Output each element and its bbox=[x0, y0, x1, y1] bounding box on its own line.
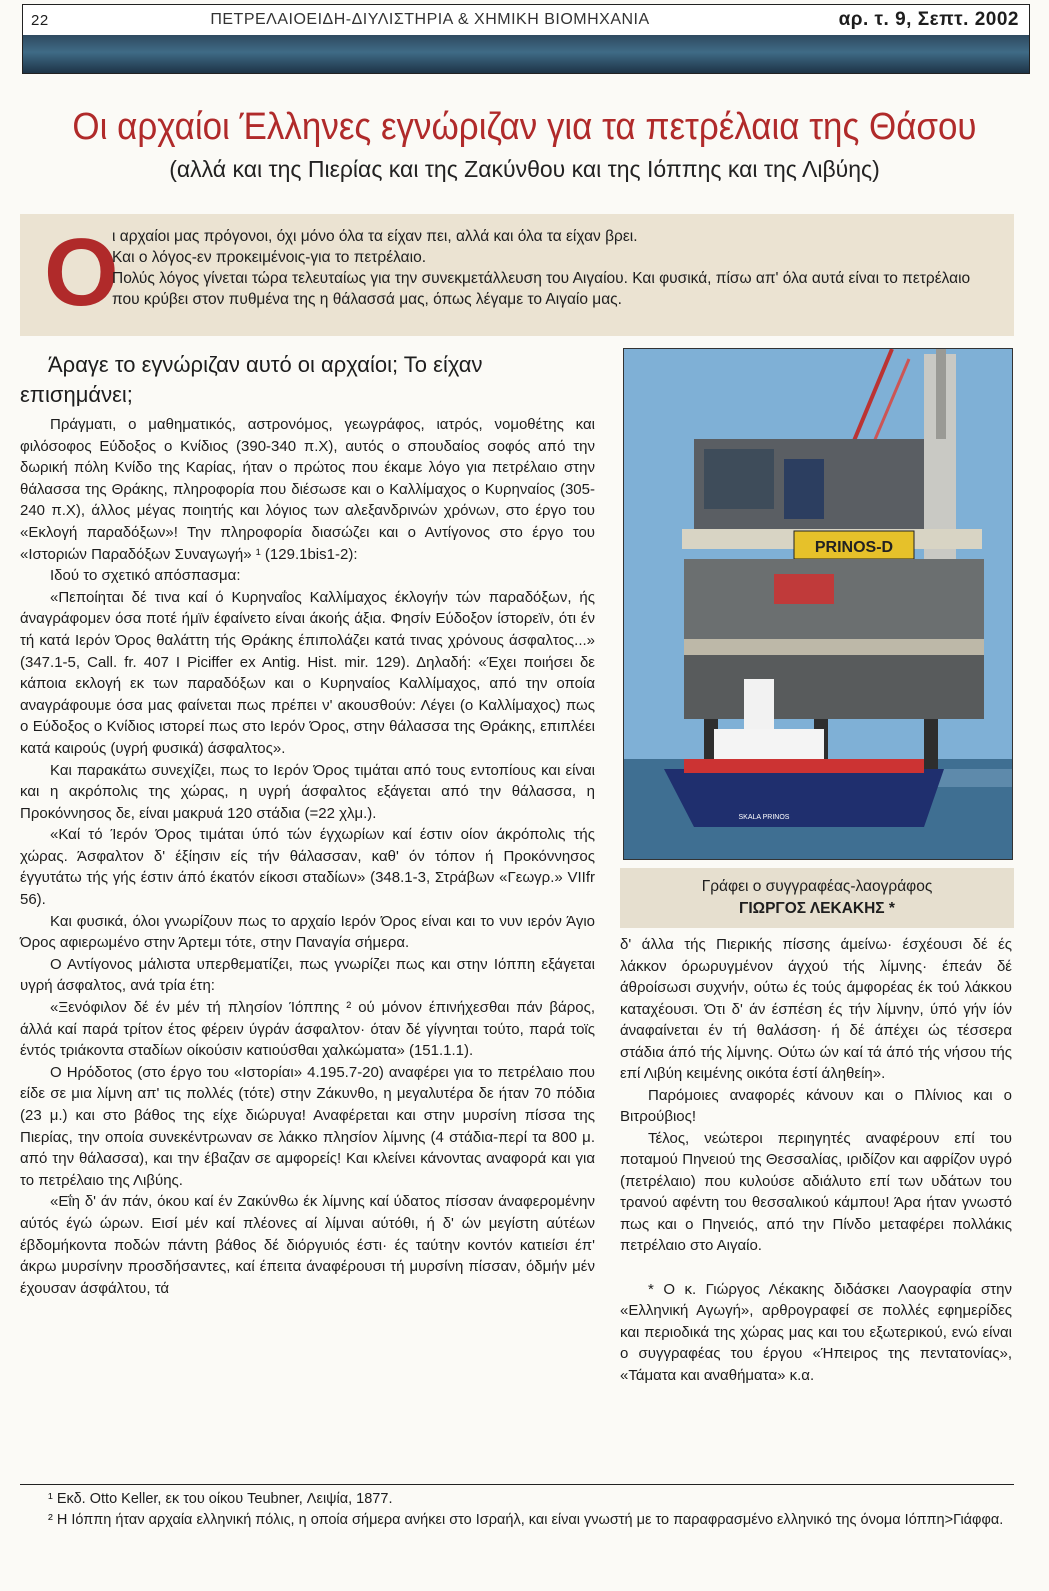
column-right bbox=[620, 934, 1012, 1386]
footnotes bbox=[20, 1484, 1014, 1531]
paragraph: Ο Αντίγονος μάλιστα υπερθεματίζει, πως γνωρίζει πως και στην Ιόππη εξάγεται υγρή άσφαλτος, ανά τρία έτη: bbox=[20, 955, 595, 995]
issue-label: αρ. τ. 9, Σεπτ. 2002 bbox=[838, 9, 1019, 30]
intro-line: Και ο λόγος-εν προκειμένοις-για το πετρέλαιο. bbox=[112, 249, 427, 266]
intro-line: Πολύς λόγος γίνεται τώρα τελευταίως για την συνεκμετάλλευση του Αιγαίου. Και φυσικά, πίσω απ' όλα αυτά είναι το πετρέλαιο που κρύβει στον πυθμένα της η θάλασσά μας, όπως λέγαμε το Αιγαίο μας. bbox=[112, 270, 971, 308]
paragraph: Παρόμοιες αναφορές κάνουν και ο Πλίνιος και ο Βιτρούβιος! bbox=[620, 1086, 1012, 1125]
quote-paragraph: «Εΐη δ' άν πάν, όκου καί έν Ζακύνθω έκ λίμνης καί ύδατος πίσσαν άναφερομένην αύτός έγώ ώρων. Εισί μέν καί πλέονες αί λίμναι αύτόθι, ή δ' ών μεγίστη αύτέων έβδομήκοντα ποδών πάντη βάθος δέ διόργυιός έστι· ές ταύτην κοντόν κατιείσι έπ' άκρω μυρσίνην προσδήσαντες, καί έπειτα άναφέρουσι τή μυρσίνη πίσσαν, όδμήν μέν έχουσαν άσφάλτου, τά bbox=[20, 1193, 595, 1297]
quote-paragraph: «Καί τό Ίερόν Όρος τιμάται ύπό τών έγχωρίων καί έστιν οίον άκρόπολις τής χώρας. Άσφαλτον δ' έξίησιν είς τήν θάλασσαν, καθ' όν τόπον ή Προκόννησος έγγυτάτω τής γής έστιν άπό έκατόν είκοσι σταδίων» (348.1-3, Στράβων «Γεωγρ.» VIIfr 56). bbox=[20, 826, 595, 909]
column-left bbox=[20, 350, 595, 1299]
paragraph: Τέλος, νεώτεροι περιηγητές αναφέρουν επί του ποταμού Πηνειού της Θεσσαλίας, ιριδίζον και αφρίζον υγρό (πετρέλαιο) που κυλούσε αδιάλυτο επί των υδάτων του τρανού αφέντη του θεσσαλικού κάμπου! Άρα ήταν γνωστό πως και ο Πηνειός, από την Πίνδο μεταφέρει πολλάκις πετρέλαιο στο Αιγαίο. bbox=[620, 1129, 1012, 1254]
boat-name: SKALA PRINOS bbox=[738, 814, 790, 821]
article-subtitle: (αλλά και της Πιερίας και της Ζακύνθου και της Ιόππης και της Λιβύης) bbox=[169, 156, 880, 182]
section-heading: Άραγε το εγνώριζαν αυτό οι αρχαίοι; Το είχαν επισημάνει; bbox=[20, 352, 483, 407]
page-header bbox=[22, 4, 1030, 74]
paragraph: Ο Ηρόδοτος (στο έργο του «Ιστορίαι» 4.195.7-20) αναφέρει για το πετρέλαιο που είδε σε μια λίμνη απ' τις πολλές (τότε) στην Ζάκυνθο, η μεγαλυτέρα δε ήταν 70 πόδια (23 μ.) και στο βάθος της είχε διώρυγα! Αναφέρεται και στην μυρσίνη πίσσα της Πιερίας, την οποία συνεκέντρωναν σε λάκκο πλησίον λίμνης (4 στάδια-περί τα 800 μ. από την θάλασσα), και την έβαζαν σε αμφορείς! Και κλείνει κάνοντας αναφορά και για το πετρέλαιο της Λιβύης. bbox=[20, 1063, 595, 1189]
intro-line: ι αρχαίοι μας πρόγονοι, όχι μόνο όλα τα είχαν πει, αλλά και όλα τα είχαν βρει. bbox=[112, 228, 638, 245]
article-title: Οι αρχαίοι Έλληνες εγνώριζαν για τα πετρέλαια της Θάσου bbox=[72, 106, 977, 148]
running-title: ΠΕΤΡΕΛΑΙΟΕΙΔΗ-ΔΙΥΛΙΣΤΗΡΙΑ & ΧΗΜΙΚΗ ΒΙΟΜΗΧΑΝΙΑ bbox=[210, 11, 650, 28]
quote-paragraph: δ' άλλα τής Πιερικής πίσσης άμείνω· έσχέουσι δέ ές λάκκον όρωρυγμένον άγχού τής λίμνης· έπεάν δέ άθροίσωσι συχνήν, ούτω ές τούς άμφορέας έκ τού λάκκου καταχέουσι. Ότι δ' άν έσπέση ές τήν λίμνην, ύπό γήν ίόν άναφαίνεται έν τή θαλάσση· ή δέ άπέχει ώς τέσσερα στάδια άπό τής λίμνης. Ούτω ών καί τά άπό τής νήσου τής επί Λιβύη κειμένης οικότα έστί άληθείη». bbox=[620, 936, 1012, 1082]
page-number: 22 bbox=[31, 11, 49, 29]
quote-paragraph: «Πεποίηται δέ τινα καί ό Κυρηναΐος Καλλίμαχος έκλογήν τών παραδόξων, ής άναγράφομεν όσα ποτέ ήμϊν έφαίνετο είναι άκοής άξια. Φησίν Εύδοξον ίστορεϊν, ότι έν τή κατά Ιερόν Όρος θαλάττη τής Θράκης έπιπολάζει κατά τινας χρόνους άσφαλτος...» (347.1-5, Call. fr. 407 I Piciffer ex Antig. Hist. mir. 129). Δηλαδή: «Έχει ποιήσει δε κάποια εκλογή εκ των παραδόξων και ο Κυρηναίος Καλλίμαχος, από την οποία αναγράφουμε όσα μας φαίνεται πως πρέπει ν' ακουσθούν: Λέγει (ο Καλλίμαχος) πως ο Εύδοξος ο Κνίδιος ιστορεί πως στο Ιερόν Όρος, στην θάλασσα της Θράκης, επιπλέει κατά καιρούς (υγρή φυσικά) άσφαλτος». bbox=[20, 588, 595, 757]
paragraph: Πράγματι, ο μαθηματικός, αστρονόμος, γεωγράφος, ιατρός, νομοθέτης και φιλόσοφος Εύδοξος ο Κνίδιος (390-340 π.Χ), αυτός ο σπουδαίος σοφός από την δωρική πόλη Κνίδο της Καρίας, ήταν ο πρώτος που έκαμε λόγο για πετρέλαιο στην θάλασσα της Θράκης, πληροφορία που διέσωσε και ο Καλλίμαχος ο Κυρηναίος (305-240 π.Χ), άλλος μέγας ποιητής και λόγιος των αλεξανδρινών χρόνων, στο έργο του «Εκλογή παραδόξων»! Την πληροφορία διασώζει και ο Αντίγονος στο έργο του «Ιστοριών Παραδόξων Συναγωγή» ¹ (129.1bis1-2): bbox=[20, 416, 595, 563]
author-name: ΓΙΩΡΓΟΣ ΛΕΚΑΚΗΣ * bbox=[739, 900, 895, 917]
footnote: ² Η Ιόππη ήταν αρχαία ελληνική πόλις, η οποία σήμερα ανήκει στο Ισραήλ, και είναι γνωστή με το παραφρασμένο ελληνικό της όνομα Ιόππη>Γιάφφα. bbox=[48, 1512, 1004, 1528]
paragraph: Και παρακάτω συνεχίζει, πως το Ιερόν Όρος τιμάται από τους εντοπίους και είναι και η ακρόπολις της χώρας, η υγρή άσφαλτος εξάγεται από την θάλασσα, η Προκόννησος δε, είναι μακρυά 120 στάδια (=22 χλμ.). bbox=[20, 761, 595, 822]
oil-platform-photo bbox=[623, 348, 1013, 860]
paragraph: Και φυσικά, όλοι γνωρίζουν πως το αρχαίο Ιερόν Όρος είναι και το νυν ιερόν Άγιο Όρος αφιερωμένο στην Άρτεμι τότε, στην Παναγία σήμερα. bbox=[20, 912, 595, 952]
author-caption bbox=[620, 868, 1014, 928]
header-text-row bbox=[23, 5, 1029, 35]
paragraph: Ιδού το σχετικό απόσπασμα: bbox=[50, 567, 241, 585]
intro-text bbox=[112, 226, 992, 310]
header-band bbox=[23, 35, 1029, 73]
platform-sign: PRINOS-D bbox=[814, 539, 894, 556]
footnote: ¹ Εκδ. Otto Keller, εκ του οίκου Teubner, Λειψία, 1877. bbox=[48, 1491, 393, 1507]
quote-paragraph: «Ξενόφιλον δέ έν μέν τή πλησίον Ίόππης ² ού μόνον έπινήχεσθαι πάν βάρος, άλλά καί παρά τρίτον έτος φέρειν ύγράν άσφαλτον· όταν δέ γίγνηται τούτο, παρά τοϊς έντός τριάκοντα σταδίων οίκούσιν κατιούσθαι χαλκώματα» (151.1.1). bbox=[20, 999, 595, 1060]
author-bio: * Ο κ. Γιώργος Λέκακης διδάσκει Λαογραφία στην «Ελληνική Αγωγή», αρθρογραφεί σε πολλές εφημερίδες και περιοδικά της χώρας μας και του εξωτερικού, ενώ είναι ο συγγραφέας του έργου «Ήπειρος της πεντατονίας», «Τάματα και αναθήματα» κ.α. bbox=[620, 1280, 1012, 1384]
intro-box bbox=[20, 214, 1014, 336]
caption-line: Γράφει ο συγγραφέας-λαογράφος bbox=[701, 878, 933, 895]
drop-cap: Ο bbox=[44, 219, 119, 326]
oil-platform-illustration bbox=[624, 349, 1012, 859]
